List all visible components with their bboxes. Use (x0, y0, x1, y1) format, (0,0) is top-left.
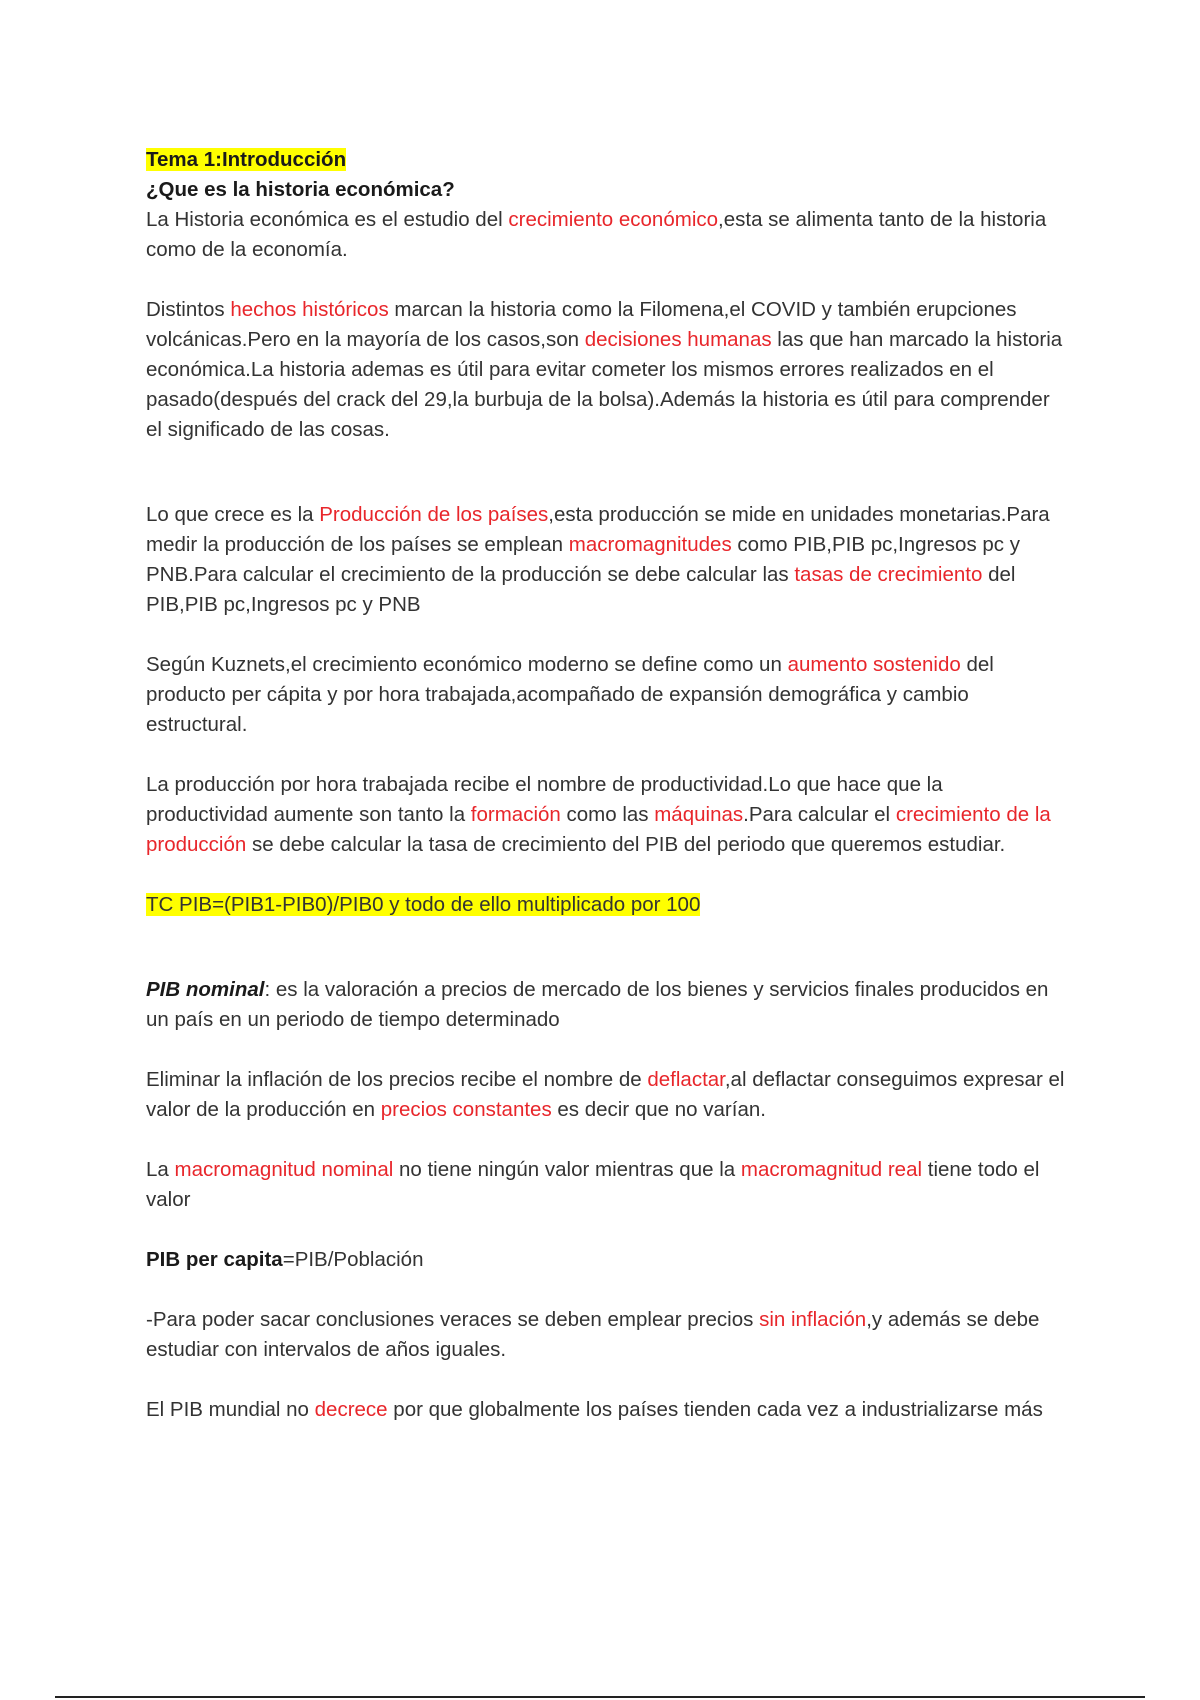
question-heading (146, 175, 1066, 205)
keyword: precios constantes (380, 1098, 552, 1121)
text-run: ,esta se alimenta tanto de la historia como de la economía. (146, 208, 1047, 261)
topic-title: Tema 1:Introducción (146, 148, 347, 171)
keyword: aumento sostenido (787, 653, 961, 676)
text-run: del PIB,PIB pc,Ingresos pc y PNB (146, 563, 1016, 616)
keyword: macromagnitudes (568, 533, 732, 556)
paragraph-kuznets (146, 650, 1066, 740)
keyword: decrece (314, 1398, 388, 1421)
text-run: ,al deflactar conseguimos expresar el valor de la producción en (146, 1068, 1065, 1121)
document-page (146, 145, 1066, 1425)
keyword: decisiones humanas (584, 328, 772, 351)
paragraph-deflate (146, 1065, 1066, 1125)
text-run: .Para calcular el (743, 803, 896, 826)
keyword: sin inflación (759, 1308, 867, 1331)
keyword: formación (470, 803, 561, 826)
text-run: como PIB,PIB pc,Ingresos pc y PNB.Para calcular el crecimiento de la producción se debe calcular las (146, 533, 1020, 586)
text-run: El PIB mundial no (146, 1398, 315, 1421)
text-run: como las (560, 803, 655, 826)
paragraph-historical-facts (146, 295, 1066, 445)
text-run: : es la valoración a precios de mercado de los bienes y servicios finales producidos en un país en un periodo de tiempo determinado (146, 978, 1049, 1031)
paragraph-macromagnitude (146, 1155, 1066, 1215)
keyword: macromagnitud real (740, 1158, 923, 1181)
question-title: ¿Que es la historia económica? (146, 178, 455, 201)
keyword: Producción de los países (319, 503, 549, 526)
keyword: crecimiento de la producción (146, 803, 1051, 856)
text-run: La Historia económica es el estudio del (146, 208, 509, 231)
paragraph-nominal-gdp (146, 975, 1066, 1035)
text-run: tiene todo el valor (146, 1158, 1040, 1211)
text-run: ,y además se debe estudiar con intervalos de años iguales. (146, 1308, 1040, 1361)
text-run: las que han marcado la historia económica.La historia ademas es útil para evitar cometer los mismos errores realizados en el pasado(después del crack del 29,la burbuja de la bolsa).Además la historia es útil para comprender el significado de las cosas. (146, 328, 1063, 441)
paragraph-production (146, 500, 1066, 620)
keyword: deflactar (647, 1068, 725, 1091)
growth-rate-formula: TC PIB=(PIB1-PIB0)/PIB0 y todo de ello multiplicado por 100 (146, 893, 701, 916)
paragraph-world-gdp (146, 1395, 1066, 1425)
text-run: =PIB/Población (282, 1248, 424, 1271)
keyword: crecimiento económico (508, 208, 719, 231)
text-run: Distintos (146, 298, 231, 321)
paragraph-gdp-per-capita (146, 1245, 1066, 1275)
text-run: es decir que no varían. (551, 1098, 766, 1121)
text-run: Eliminar la inflación de los precios recibe el nombre de (146, 1068, 648, 1091)
term: PIB per capita (146, 1248, 283, 1271)
text-run: del producto per cápita y por hora trabajada,acompañado de expansión demográfica y cambio estructural. (146, 653, 994, 736)
keyword: macromagnitud nominal (174, 1158, 394, 1181)
term: PIB nominal (146, 978, 265, 1001)
text-run: marcan la historia como la Filomena,el COVID y también erupciones volcánicas.Pero en la mayoría de los casos,son (146, 298, 1017, 351)
text-run: -Para poder sacar conclusiones veraces se deben emplear precios (146, 1308, 760, 1331)
keyword: máquinas (654, 803, 744, 826)
topic-heading (146, 145, 1066, 175)
text-run: no tiene ningún valor mientras que la (393, 1158, 741, 1181)
keyword: hechos históricos (230, 298, 389, 321)
text-run: La producción por hora trabajada recibe el nombre de productividad.Lo que hace que la productividad aumente son tanto la (146, 773, 943, 826)
paragraph-conclusions (146, 1305, 1066, 1365)
paragraph-productivity (146, 770, 1066, 860)
text-run: ,esta producción se mide en unidades monetarias.Para medir la producción de los países se emplean (146, 503, 1050, 556)
text-run: se debe calcular la tasa de crecimiento del PIB del periodo que queremos estudiar. (246, 833, 1006, 856)
paragraph-definition (146, 205, 1066, 265)
formula-line (146, 890, 1066, 920)
text-run: Lo que crece es la (146, 503, 320, 526)
text-run: La (146, 1158, 175, 1181)
text-run: por que globalmente los países tienden cada vez a industrializarse más (387, 1398, 1043, 1421)
text-run: Según Kuznets,el crecimiento económico moderno se define como un (146, 653, 788, 676)
page-bottom-divider (55, 1696, 1145, 1698)
keyword: tasas de crecimiento (794, 563, 983, 586)
